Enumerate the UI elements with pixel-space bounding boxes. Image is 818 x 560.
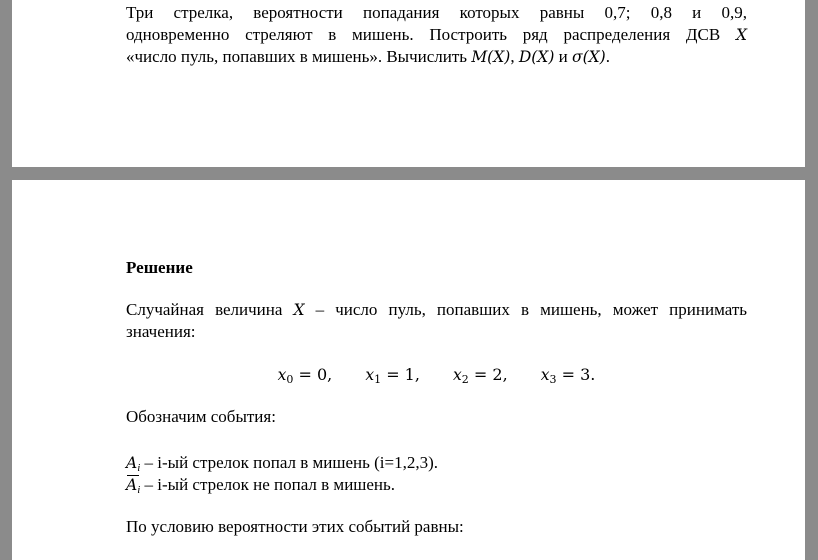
intro-text-a: Случайная величина	[126, 300, 283, 319]
problem-line-1: Три стрелка, вероятности попадания которых равны 0,7; 0,8 и 0,9,	[126, 3, 747, 22]
problem-line-2-text: одновременно стреляют в мишень. Построить ряд распределения ДСВ	[126, 25, 721, 44]
value-list	[126, 364, 747, 391]
value-x3: $x_3 = 3$.	[540, 365, 596, 386]
value-x0: $x_0 = 0$,	[277, 365, 333, 386]
condition-text: По условию вероятности этих событий равны:	[126, 517, 464, 536]
event-hit: Ai – i-ый стрелок попал в мишень (i=1,2,3).	[126, 453, 439, 474]
event-symbol: A	[126, 454, 138, 472]
solution-intro	[126, 299, 747, 343]
expr-variance: D(X)	[518, 48, 555, 66]
expr-mean: M(X)	[471, 48, 511, 66]
problem-line-2	[126, 24, 747, 46]
problem-statement	[126, 2, 747, 68]
intro-text-b: – число пуль, попавших в мишень, может принимать	[315, 300, 748, 319]
event-miss-text: – i-ый стрелок не попал в мишень.	[144, 475, 396, 494]
var-x: X	[735, 26, 747, 44]
event-miss	[126, 474, 747, 501]
problem-line-3-text: «число пуль, попавших в мишень». Вычислить	[126, 47, 468, 66]
comma: ,	[510, 47, 515, 66]
var-x: X	[293, 301, 305, 319]
events-label: Обозначим события:	[126, 407, 276, 426]
page-top	[12, 0, 805, 167]
period: .	[605, 47, 610, 66]
solution-heading: Решение	[126, 258, 193, 277]
value-x2: $x_2 = 2$,	[453, 365, 508, 386]
conj-and: и	[558, 47, 568, 66]
event-hit-text: – i-ый стрелок попал в мишень (i=1,2,3).	[144, 453, 439, 472]
event-bar-symbol: Ai	[126, 474, 140, 501]
expr-sigma: σ(X)	[571, 48, 606, 66]
intro-line-1	[126, 299, 747, 321]
intro-line-2: значения:	[126, 322, 196, 341]
problem-line-3	[126, 46, 747, 68]
value-x1: $x_1 = 1$,	[365, 365, 420, 386]
page-solution	[12, 180, 805, 560]
